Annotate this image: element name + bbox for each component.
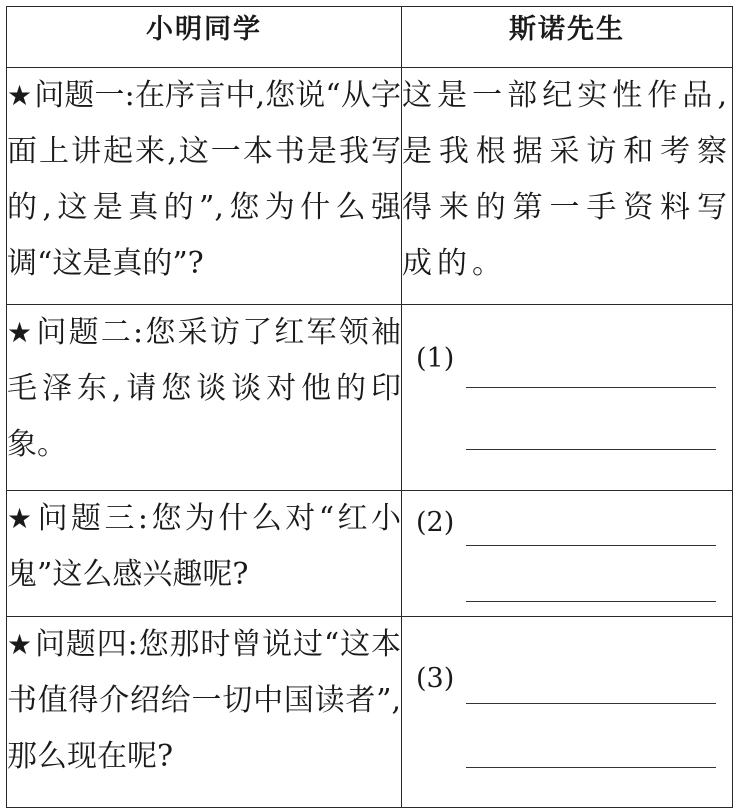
star-icon: ★	[7, 628, 33, 661]
question-cell-1	[7, 68, 402, 305]
answer-line	[466, 703, 716, 704]
answer-line	[466, 601, 716, 602]
star-icon: ★	[7, 79, 33, 112]
star-icon: ★	[7, 316, 35, 349]
answer-line	[466, 545, 716, 546]
blank-number-3: (3)	[416, 663, 455, 694]
answer-line	[466, 387, 716, 388]
question-label-4: 问题四:	[34, 627, 138, 662]
question-text-4: 您那时曾说过“这本书值得介绍给一切中国读者”,那么现在呢?	[7, 627, 401, 774]
answer-blank-cell-1[interactable]	[402, 305, 733, 491]
table-header-row	[7, 7, 733, 68]
answer-blank-cell-3[interactable]	[402, 617, 733, 808]
table-row	[7, 305, 733, 491]
star-icon: ★	[7, 502, 36, 535]
header-student: 小明同学	[7, 7, 402, 68]
answer-cell-1	[402, 68, 733, 305]
question-cell-3	[7, 491, 402, 617]
question-label-1: 问题一:	[34, 78, 135, 113]
blank-number-2: (2)	[416, 507, 455, 538]
question-label-2: 问题二:	[36, 315, 144, 350]
question-cell-2	[7, 305, 402, 491]
question-label-3: 问题三:	[37, 501, 149, 536]
question-text-3: 您为什么对“红小鬼”这么感兴趣呢?	[7, 501, 401, 592]
answer-line	[466, 449, 716, 450]
question-text-2: 您采访了红军领袖毛泽东,请您谈谈对他的印象。	[7, 315, 402, 462]
table-row	[7, 68, 733, 305]
table-row	[7, 617, 733, 808]
answer-text-1: 这是一部纪实性作品,是我根据采访和考察得来的第一手资料写成的。	[402, 78, 732, 281]
question-text-1: 在序言中,您说“从字面上讲起来,这一本书是我写的,这是真的”,您为什么强调“这是真的”?	[7, 78, 402, 281]
interview-table	[6, 6, 733, 808]
question-cell-4	[7, 617, 402, 808]
answer-blank-cell-2[interactable]	[402, 491, 733, 617]
header-snow: 斯诺先生	[402, 7, 733, 68]
blank-number-1: (1)	[416, 343, 455, 374]
answer-line	[466, 767, 716, 768]
table-row	[7, 491, 733, 617]
